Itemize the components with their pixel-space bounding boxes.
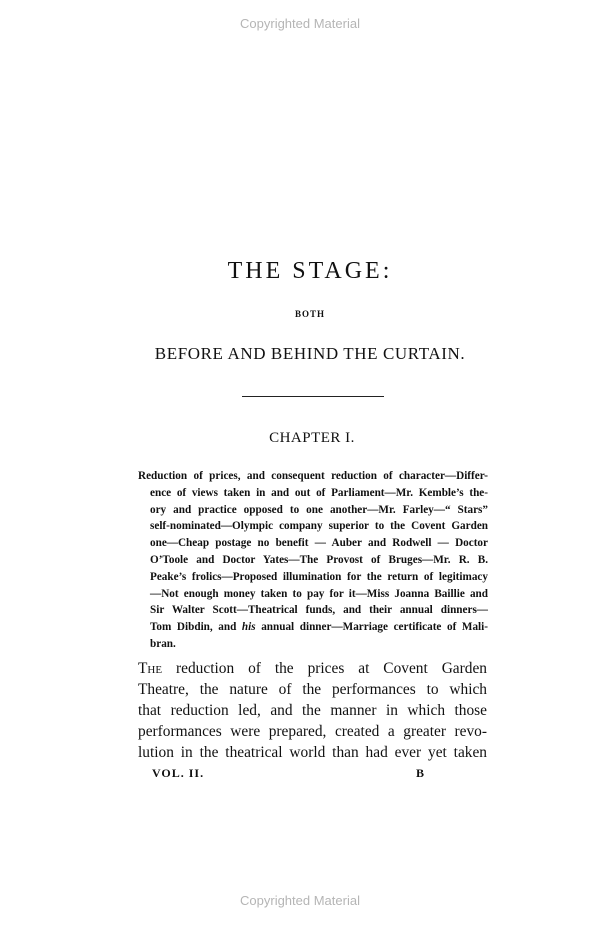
signature-mark: B: [416, 766, 425, 780]
body-line-text: reduction of the prices at Covent Garden: [162, 660, 487, 677]
body-lead-word: The: [138, 660, 163, 677]
synopsis-line: Peake’s frolics—Proposed illumination for the return of legitimacy: [150, 570, 488, 583]
volume-label: VOL. II.: [152, 766, 205, 780]
synopsis-line: bran.: [150, 637, 176, 650]
synopsis-text: annual dinner—Marriage certificate of Mali-: [261, 621, 488, 634]
chapter-synopsis: [138, 468, 488, 653]
synopsis-line: Sir Walter Scott—Theatrical funds, and their annual dinners—: [150, 604, 488, 617]
synopsis-line: one—Cheap postage no benefit — Auber and Rodwell — Doctor: [150, 537, 488, 550]
synopsis-text: Tom Dibdin, and: [150, 621, 237, 634]
synopsis-line: [138, 619, 488, 636]
title-connector: BOTH: [294, 309, 325, 319]
synopsis-line: —Not enough money taken to pay for it—Miss Joanna Baillie and: [150, 587, 488, 600]
synopsis-line: O’Toole and Doctor Yates—The Provost of Bruges—Mr. R. B.: [150, 553, 488, 566]
synopsis-line: Reduction of prices, and consequent reduction of character—Differ-: [138, 470, 488, 482]
body-line: performances were prepared, created a greater revo-: [138, 723, 487, 740]
body-line: [138, 658, 487, 679]
divider-rule: [242, 396, 384, 397]
synopsis-line: ory and practice opposed to one another—Mr. Farley—“ Stars”: [150, 503, 488, 516]
book-subtitle: BEFORE AND BEHIND THE CURTAIN.: [154, 344, 466, 363]
copyright-watermark-bottom: Copyrighted Material: [240, 893, 360, 908]
book-title: THE STAGE:: [227, 258, 393, 284]
synopsis-line: self-nominated—Olympic company superior to the Covent Garden: [150, 520, 488, 533]
synopsis-line: ence of views taken in and out of Parliament—Mr. Kemble’s the-: [150, 486, 488, 499]
body-line: Theatre, the nature of the performances to which: [138, 681, 487, 698]
body-paragraph: [138, 658, 487, 763]
body-line: that reduction led, and the manner in which those: [138, 702, 487, 719]
chapter-heading: CHAPTER I.: [269, 430, 355, 446]
body-line: lution in the theatrical world than had ever yet taken: [138, 744, 487, 761]
copyright-watermark-top: Copyrighted Material: [240, 16, 360, 31]
synopsis-emphasis: his: [241, 621, 256, 634]
